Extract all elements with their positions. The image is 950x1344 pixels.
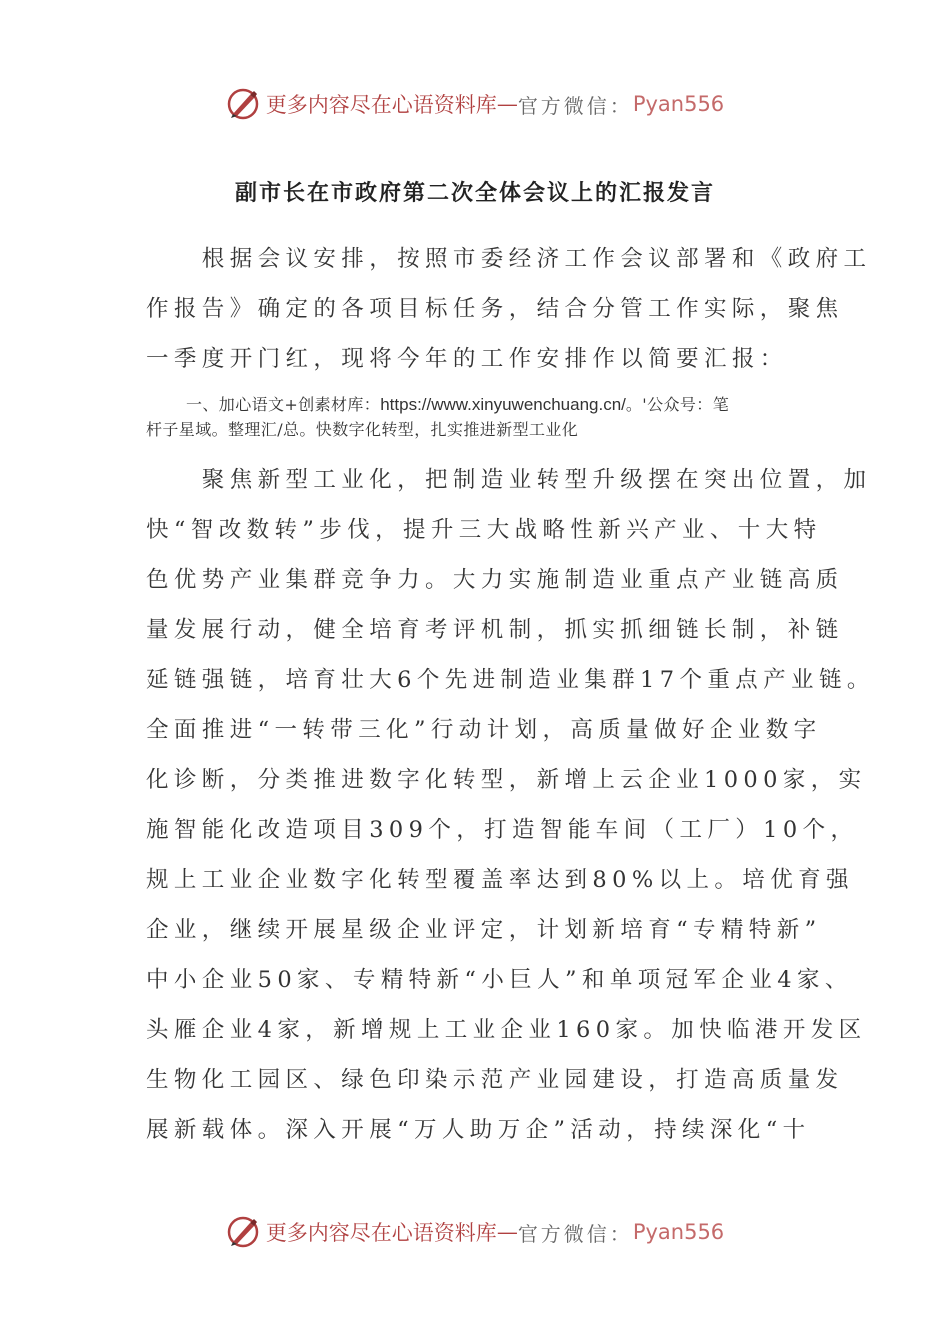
paragraph-line: 企业，继续开展星级企业评定，计划新培育“专精特新”	[146, 917, 822, 943]
paragraph-line: 施智能化改造项目309个，打造智能车间（工厂）10个，	[146, 817, 859, 843]
paragraph-line: 化诊断，分类推进数字化转型，新增上云企业1000家，实	[146, 767, 867, 793]
section-heading	[146, 392, 811, 442]
banner-text: 更多内容尽在心语资料库	[265, 93, 497, 117]
banner-wechat-label: 官方微信：	[517, 1221, 633, 1246]
paragraph-line: 根据会议安排，按照市委经济工作会议部署和《政府工	[146, 246, 872, 272]
pen-logo-icon	[226, 1215, 260, 1249]
footer-banner	[0, 1212, 950, 1252]
banner-separator: —	[496, 92, 518, 116]
paragraph-line: 量发展行动，健全培育考评机制，抓实抓细链长制，补链	[146, 617, 844, 643]
heading-suffix: 。'公众号：笔	[625, 395, 730, 414]
banner-separator: —	[496, 1220, 518, 1244]
document-title: 副市长在市政府第二次全体会议上的汇报发言	[234, 180, 715, 206]
body-paragraph	[146, 455, 875, 1155]
paragraph-line: 作报告》确定的各项目标任务，结合分管工作实际，聚焦	[146, 296, 844, 322]
paragraph-line: 头雁企业4家，新增规上工业企业160家。加快临港开发区	[146, 1017, 867, 1043]
paragraph-line: 规上工业企业数字化转型覆盖率达到80%以上。培优育强	[146, 867, 854, 893]
paragraph-line: 中小企业50家、专精特新“小巨人”和单项冠军企业4家、	[146, 967, 853, 993]
heading-prefix: 一、加心语文+创素材库：	[186, 395, 381, 414]
banner-wechat-label: 官方微信：	[517, 93, 633, 118]
paragraph-line: 一季度开门红，现将今年的工作安排作以简要汇报：	[146, 346, 788, 372]
paragraph-line: 色优势产业集群竞争力。大力实施制造业重点产业链高质	[146, 567, 844, 593]
paragraph-line: 全面推进“一转带三化”行动计划，高质量做好企业数字	[146, 717, 822, 743]
paragraph-line: 延链强链，培育壮大6个先进制造业集群17个重点产业链。	[146, 667, 875, 693]
heading-line-2: 杆子星域。整理汇/总。快数字化转型，扎实推进新型工业化	[146, 420, 579, 439]
heading-url: https://www.xinyuwenchuang.cn/	[380, 395, 626, 414]
pen-logo-icon	[226, 87, 260, 121]
intro-paragraph	[146, 234, 872, 384]
header-banner	[0, 84, 950, 124]
banner-text: 更多内容尽在心语资料库	[265, 1221, 497, 1245]
heading-line-1	[146, 392, 811, 417]
paragraph-line: 生物化工园区、绿色印染示范产业园建设，打造高质量发	[146, 1067, 844, 1093]
banner-wechat-id: Pyan556	[632, 1220, 725, 1244]
banner-wechat-id: Pyan556	[632, 92, 725, 116]
paragraph-line: 展新载体。深入开展“万人助万企”活动，持续深化“十	[146, 1117, 811, 1143]
paragraph-line: 聚焦新型工业化，把制造业转型升级摆在突出位置，加	[146, 467, 872, 493]
paragraph-line: 快“智改数转”步伐，提升三大战略性新兴产业、十大特	[146, 517, 822, 543]
